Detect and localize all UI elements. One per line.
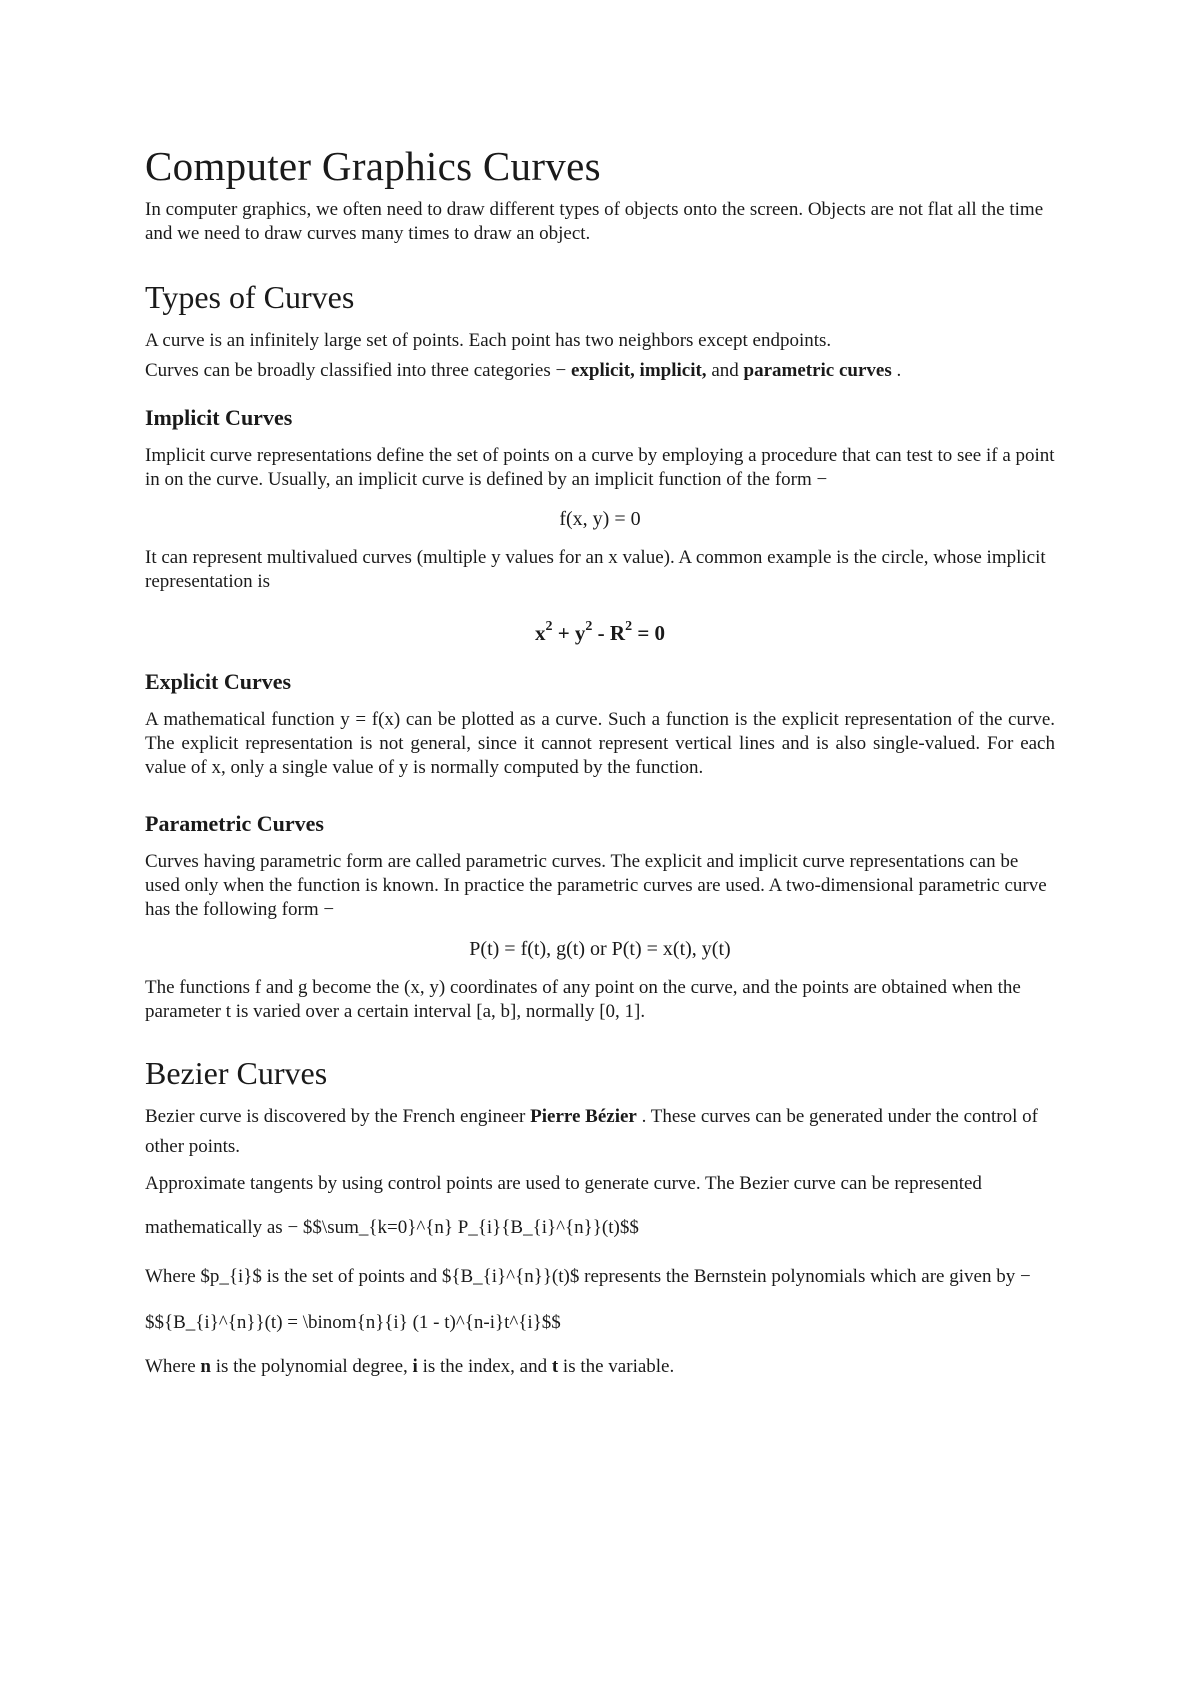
section-heading-bezier: Bezier Curves <box>145 1055 328 1091</box>
subheading-explicit: Explicit Curves <box>145 669 292 694</box>
document-page <box>145 142 1055 1382</box>
bezier-paragraph-4: Where n is the polynomial degree, i is the index, and t is the variable. <box>145 1356 675 1377</box>
bezier-paragraph-3: Where $p_{i}$ is the set of points and ${B_{i}^{n}}(t)$ represents the Bernstein polynomials which are given by − <box>145 1266 1031 1287</box>
subheading-parametric: Parametric Curves <box>145 811 324 836</box>
intro-paragraph: In computer graphics, we often need to draw different types of objects onto the screen. Objects are not flat all the time and we need to draw curves many times to draw an object. <box>145 199 1044 244</box>
implicit-paragraph-1: Implicit curve representations define the set of points on a curve by employing a procedure that can test to see if a point in on the curve. Usually, an implicit curve is defined by an implicit function of the form − <box>145 445 1055 490</box>
bernstein-formula: $${B_{i}^{n}}(t) = \binom{n}{i} (1 - t)^{n-i}t^{i}$$ <box>145 1312 561 1333</box>
parametric-paragraph-2: The functions f and g become the (x, y) coordinates of any point on the curve, and the points are obtained when the parameter t is varied over a certain interval [a, b], normally [0, 1]. <box>145 977 1021 1022</box>
types-p2-parametric: parametric curves <box>743 360 892 381</box>
types-p2-post: . <box>891 360 902 381</box>
parametric-equation: P(t) = f(t), g(t) or P(t) = x(t), y(t) <box>469 938 731 960</box>
types-p2-and: and <box>706 360 744 381</box>
explicit-paragraph: A mathematical function y = f(x) can be plotted as a curve. Such a function is the explicit representation of the curve. The explicit representation is not general, since it cannot represent vertical lines and is also single-valued. For each value of x, only a single value of y is normally computed by the function. <box>145 709 1055 778</box>
bezier-paragraph-1: Bezier curve is discovered by the French engineer Pierre Bézier . These curves can be generated under the control of other points. <box>145 1106 1038 1157</box>
bezier-paragraph-2: Approximate tangents by using control points are used to generate curve. The Bezier curve can be represented mathematically as − $$\sum_{k=0}^{n} P_{i}{B_{i}^{n}}(t)$$ <box>145 1173 982 1238</box>
implicit-paragraph-2: It can represent multivalued curves (multiple y values for an x value). A common example is the circle, whose implicit representation is <box>145 547 1046 592</box>
implicit-equation-1: f(x, y) = 0 <box>559 508 641 530</box>
section-heading-types: Types of Curves <box>145 279 355 315</box>
types-paragraph-2 <box>145 356 1055 386</box>
types-paragraph-1: A curve is an infinitely large set of points. Each point has two neighbors except endpoints. <box>145 330 832 351</box>
parametric-paragraph-1: Curves having parametric form are called parametric curves. The explicit and implicit curve representations can be used only when the function is known. In practice the parametric curves are used. A two-dimensional parametric curve has the following form − <box>145 851 1047 920</box>
circle-equation: $x^2 + y^2 - R^2 = 0$ <box>534 619 666 645</box>
subheading-implicit: Implicit Curves <box>145 405 293 430</box>
types-p2-pre: Curves can be broadly classified into three categories − <box>145 360 571 381</box>
types-p2-explicit: explicit, implicit, <box>570 360 707 381</box>
page-title: Computer Graphics Curves <box>145 143 601 189</box>
bezier-inventor-name: Pierre Bézier <box>530 1106 637 1127</box>
